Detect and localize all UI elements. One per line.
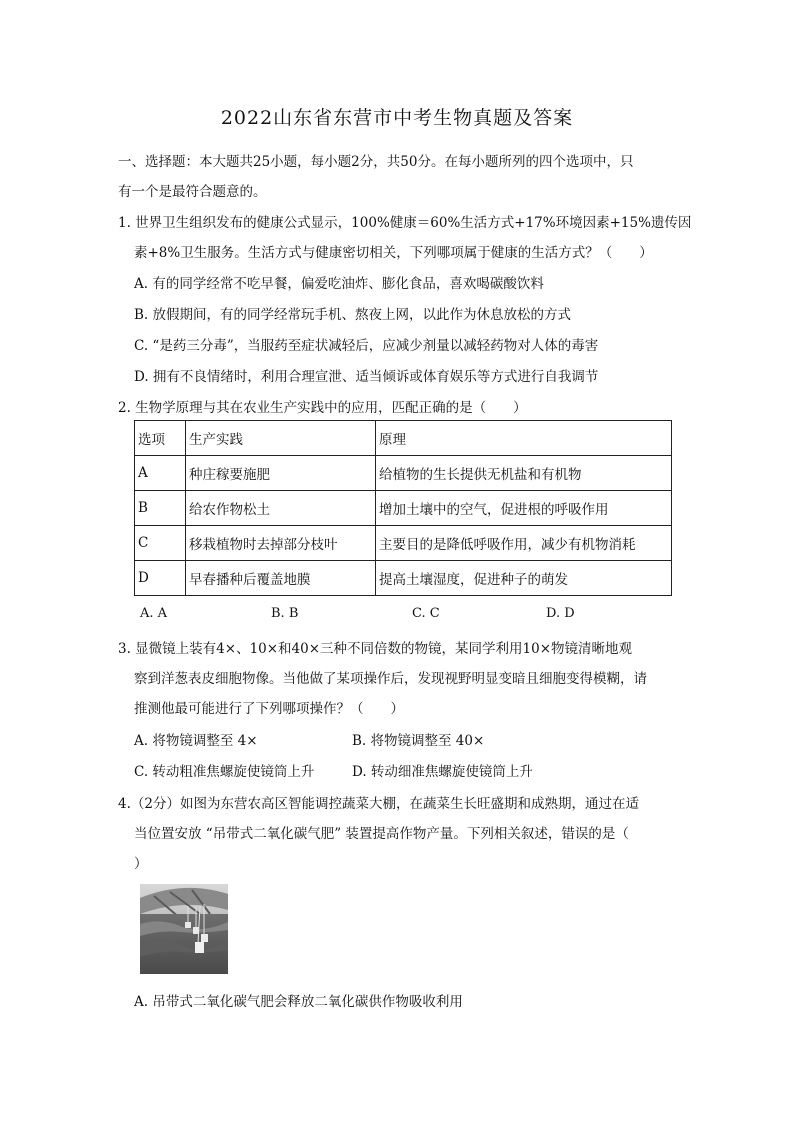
q2-choice-b: B. B (271, 606, 299, 621)
table-cell: C (135, 526, 186, 561)
q3-option-d: D. 转动细准焦螺旋使镜筒上升 (352, 764, 533, 780)
section-header-line-1: 一、选择题：本大题共25小题，每小题2分，共50分。在每小题所列的四个选项中，只 (118, 154, 634, 170)
table-cell: 早春播种后覆盖地膜 (186, 561, 376, 596)
table-cell: 种庄稼要施肥 (186, 456, 376, 491)
table-row (135, 526, 672, 561)
table-cell: 主要目的是降低呼吸作用，减少有机物消耗 (376, 526, 672, 561)
table-cell: D (135, 561, 186, 596)
q1-option-d: D. 拥有不良情绪时，利用合理宣泄、适当倾诉或体育娱乐等方式进行自我调节 (134, 369, 599, 385)
q2-choice-a: A. A (140, 606, 168, 621)
q4-stem-line-3: ） (134, 856, 148, 872)
q1-option-b: B. 放假期间，有的同学经常玩手机、熬夜上网，以此作为休息放松的方式 (134, 307, 572, 323)
table-cell: 移栽植物时去掉部分枝叶 (186, 526, 376, 561)
q2-choice-d: D. D (546, 606, 575, 621)
table-row (135, 561, 672, 596)
q2-table (134, 420, 672, 596)
q1-stem-line-2: 素+8%卫生服务。生活方式与健康密切相关，下列哪项属于健康的生活方式？（ ） (134, 245, 653, 261)
q4-stem-line-2: 当位置安放 “吊带式二氧化碳气肥” 装置提高作物产量。下列相关叙述，错误的是（ (134, 826, 629, 842)
table-cell: B (135, 491, 186, 526)
q3-stem-line-3: 推测他最可能进行了下列哪项操作？（ ） (134, 701, 404, 717)
table-row (135, 456, 672, 491)
table-header-cell: 选项 (135, 421, 186, 456)
table-header-row (135, 421, 672, 456)
q3-option-b: B. 将物镜调整至 40× (352, 733, 485, 749)
q2-choice-c: C. C (412, 606, 440, 621)
table-cell: 提高土壤湿度，促进种子的萌发 (376, 561, 672, 596)
page-title: 2022山东省东营市中考生物真题及答案 (220, 107, 574, 129)
table-cell: 给农作物松土 (186, 491, 376, 526)
q3-stem-line-2: 察到洋葱表皮细胞物像。当他做了某项操作后，发现视野明显变暗且细胞变得模糊，请 (134, 671, 647, 687)
table-cell: A (135, 456, 186, 491)
q2-stem: 2. 生物学原理与其在农业生产实践中的应用，匹配正确的是（ ） (118, 400, 527, 416)
q3-option-c: C. 转动粗准焦螺旋使镜筒上升 (134, 764, 315, 780)
table-cell: 给植物的生长提供无机盐和有机物 (376, 456, 672, 491)
table-header-cell: 生产实践 (186, 421, 376, 456)
q3-option-a: A. 将物镜调整至 4× (134, 733, 258, 749)
q1-stem-line-1: 1. 世界卫生组织发布的健康公式显示，100%健康＝60%生活方式+17%环境因素+15%遗传因 (118, 215, 692, 231)
table-header-cell: 原理 (376, 421, 672, 456)
q1-option-a: A. 有的同学经常不吃早餐，偏爱吃油炸、膨化食品，喜欢喝碳酸饮料 (134, 276, 544, 292)
q4-stem-line-1: 4.（2分）如图为东营农高区智能调控蔬菜大棚，在蔬菜生长旺盛期和成熟期，通过在适 (118, 796, 639, 812)
table-row (135, 491, 672, 526)
q4-option-a: A. 吊带式二氧化碳气肥会释放二氧化碳供作物吸收利用 (134, 994, 463, 1010)
table-cell: 增加土壤中的空气，促进根的呼吸作用 (376, 491, 672, 526)
greenhouse-photo (140, 884, 228, 974)
section-header-line-2: 有一个是最符合题意的。 (118, 184, 267, 200)
q1-option-c: C. “是药三分毒”，当服药至症状减轻后，应减少剂量以减轻药物对人体的毒害 (134, 338, 599, 354)
q3-stem-line-1: 3. 显微镜上装有4×、10×和40×三种不同倍数的物镜，某同学利用10×物镜清晰地观 (118, 641, 633, 657)
